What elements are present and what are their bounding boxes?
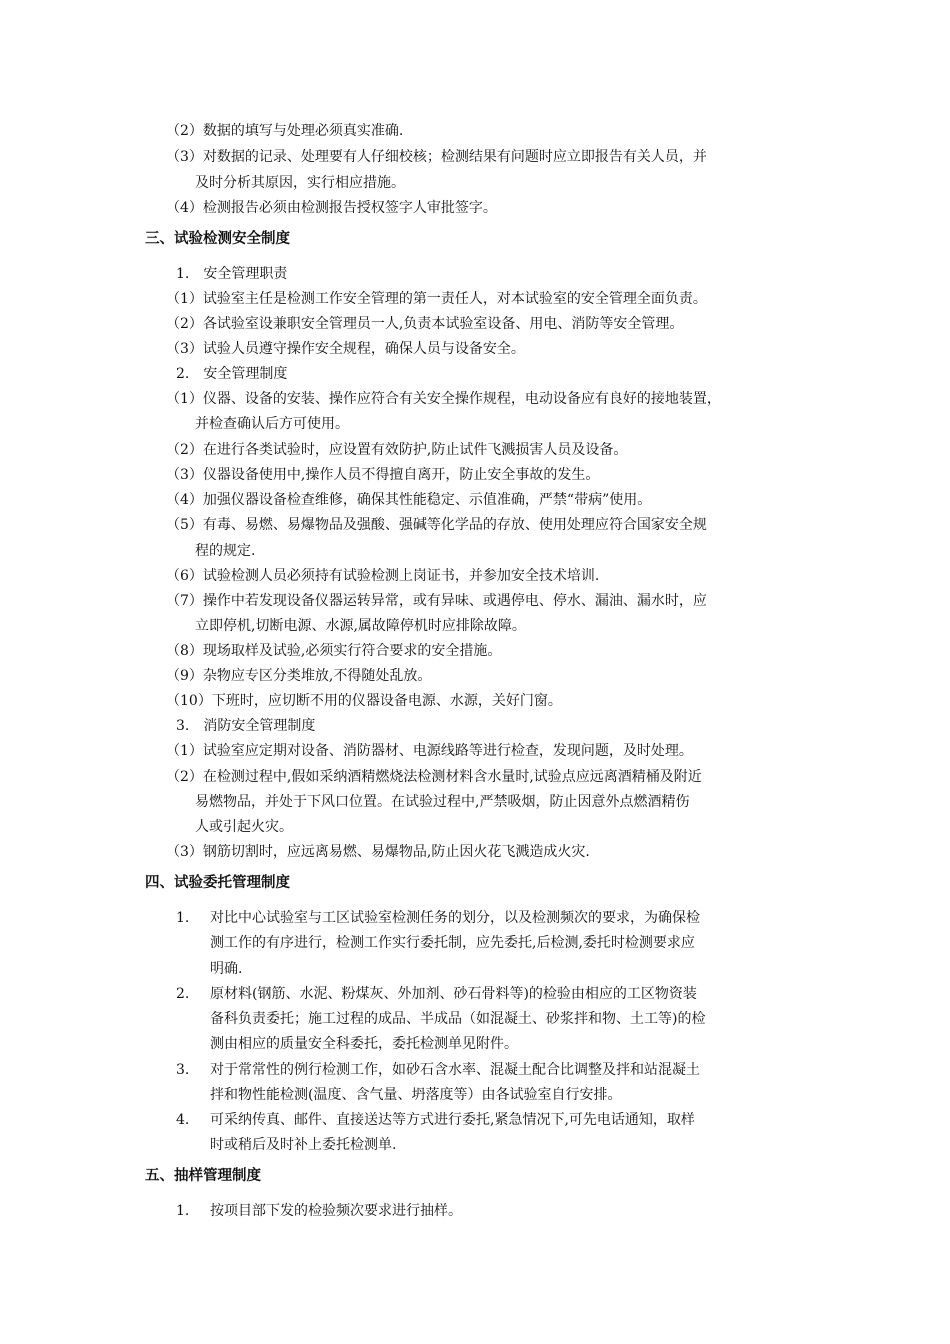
text-line: （7）操作中若发现设备仪器运转异常，或有异味、或遇停电、停水、漏油、漏水时，应 xyxy=(166,593,707,609)
text-line: （9）杂物应专区分类堆放,不得随处乱放。 xyxy=(166,668,432,684)
list-number: 1. xyxy=(176,910,190,926)
text-line: （1）仪器、设备的安装、操作应符合有关安全操作规程，电动设备应有良好的接地装置， xyxy=(166,391,721,407)
text-line: （6）试验检测人员必须持有试验检测上岗证书，并参加安全技术培训. xyxy=(166,568,600,584)
text-line: 明确. xyxy=(210,961,243,977)
subsection-heading: 2. 安全管理制度 xyxy=(176,366,288,382)
text-line: 并检查确认后方可使用。 xyxy=(195,416,349,432)
list-number: 2. xyxy=(176,986,190,1002)
text-line: （3）钢筋切割时，应远离易燃、易爆物品,防止因火花飞溅造成火灾. xyxy=(166,844,590,860)
text-line: 易燃物品，并处于下风口位置。在试验过程中,严禁吸烟，防止因意外点燃酒精伤 xyxy=(195,794,690,810)
subsection-heading: 3. 消防安全管理制度 xyxy=(176,718,316,734)
text-line: 立即停机,切断电源、水源,属故障停机时应排除故障。 xyxy=(195,618,526,634)
text-line: 及时分析其原因，实行相应措施。 xyxy=(195,175,405,191)
text-line: 时或稍后及时补上委托检测单. xyxy=(210,1137,397,1153)
text-line: （2）在检测过程中,假如采纳酒精燃烧法检测材料含水量时,试验点应远离酒精桶及附近 xyxy=(166,769,702,785)
text-line: 原材料(钢筋、水泥、粉煤灰、外加剂、砂石骨料等)的检验由相应的工区物资装 xyxy=(210,986,697,1002)
text-line: （2）数据的填写与处理必须真实准确. xyxy=(166,123,404,139)
text-line: （3）仪器设备使用中,操作人员不得擅自离开，防止安全事故的发生。 xyxy=(166,467,600,483)
text-line: （5）有毒、易燃、易爆物品及强酸、强碱等化学品的存放、使用处理应符合国家安全规 xyxy=(166,517,707,533)
text-line: 人或引起火灾。 xyxy=(195,819,293,835)
text-line: （10）下班时，应切断不用的仪器设备电源、水源，关好门窗。 xyxy=(166,693,562,709)
section-heading: 三、试验检测安全制度 xyxy=(145,231,290,247)
text-line: （1）试验室主任是检测工作安全管理的第一责任人，对本试验室的安全管理全面负责。 xyxy=(166,291,707,307)
text-line: 测由相应的质量安全科委托，委托检测单见附件。 xyxy=(210,1036,518,1052)
subsection-heading: 1. 安全管理职责 xyxy=(176,266,288,282)
section-heading: 五、抽样管理制度 xyxy=(145,1168,261,1184)
text-line: 对比中心试验室与工区试验室检测任务的划分，以及检测频次的要求，为确保检 xyxy=(210,910,700,926)
list-number: 4. xyxy=(176,1112,190,1128)
text-line: （3）对数据的记录、处理要有人仔细校核；检测结果有问题时应立即报告有关人员，并 xyxy=(166,149,707,165)
text-line: 对于常常性的例行检测工作，如砂石含水率、混凝土配合比调整及拌和站混凝土 xyxy=(210,1062,700,1078)
text-line: 备科负责委托；施工过程的成品、半成品（如混凝土、砂浆拌和物、土工等)的检 xyxy=(210,1011,706,1027)
text-line: （4）检测报告必须由检测报告授权签字人审批签字。 xyxy=(166,200,497,216)
text-line: 可采纳传真、邮件、直接送达等方式进行委托,紧急情况下,可先电话通知，取样 xyxy=(210,1112,695,1128)
text-line: （4）加强仪器设备检查维修，确保其性能稳定、示值准确，严禁“带病”使用。 xyxy=(166,492,652,508)
text-line: （2）在进行各类试验时，应设置有效防护,防止试件飞溅损害人员及设备。 xyxy=(166,442,628,458)
section-heading: 四、试验委托管理制度 xyxy=(145,875,290,891)
text-line: 测工作的有序进行，检测工作实行委托制，应先委托,后检测,委托时检测要求应 xyxy=(210,935,695,951)
text-line: （8）现场取样及试验,必须实行符合要求的安全措施。 xyxy=(166,643,502,659)
text-line: 按项目部下发的检验频次要求进行抽样。 xyxy=(210,1203,462,1219)
list-number: 3. xyxy=(176,1062,190,1078)
text-line: （1）试验室应定期对设备、消防器材、电源线路等进行检查，发现问题，及时处理。 xyxy=(166,743,693,759)
list-number: 1. xyxy=(176,1203,190,1219)
text-line: （2）各试验室设兼职安全管理员一人,负责本试验室设备、用电、消防等安全管理。 xyxy=(166,316,684,332)
text-line: 程的规定. xyxy=(195,543,256,559)
text-line: （3）试验人员遵守操作安全规程，确保人员与设备安全。 xyxy=(166,341,525,357)
text-line: 拌和物性能检测(温度、含气量、坍落度等）由各试验室自行安排。 xyxy=(210,1087,622,1103)
